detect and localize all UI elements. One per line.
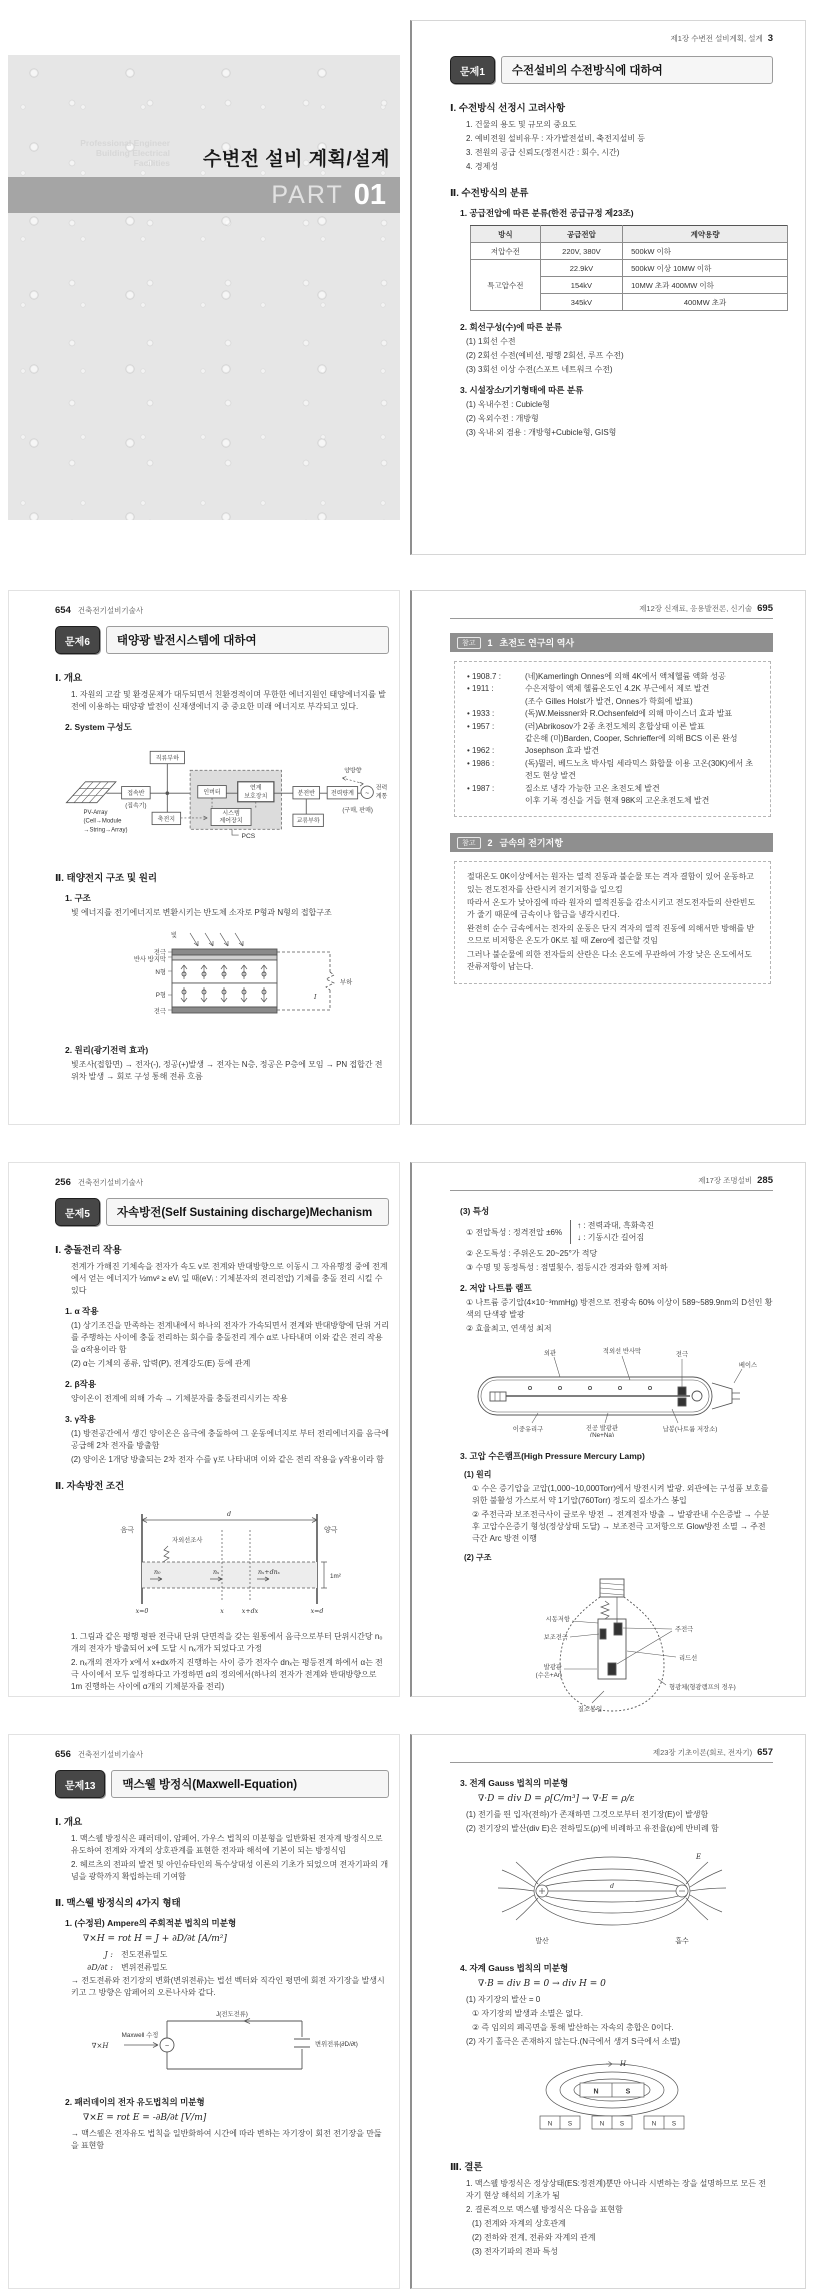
diagram-label: (Ne+Na): [590, 1432, 614, 1437]
list-item: ② 효율최고, 연색성 최저: [466, 1324, 552, 1333]
magnet-field-diagram: [462, 2056, 762, 2142]
table-cell: 220V, 380V: [540, 243, 622, 260]
equation-symbol-desc: 전도전류밀도: [121, 1950, 168, 1959]
diagram-label: H: [619, 2060, 626, 2068]
spec-brace: [570, 1220, 654, 1244]
list-item: (1) 자기장의 발산 = 0: [466, 1995, 541, 2004]
equation: ∇·B = div B = 0 → div H = 0: [478, 1979, 606, 1989]
subsection-heading: 3. γ작용: [65, 1414, 96, 1424]
history-continuation: (조수 Gilles Holst가 발견, Onnes가 학회에 발표): [525, 696, 693, 706]
diagram-label: 제어장치: [219, 818, 243, 825]
list-item: ① 수은 증기압을 고압(1,000~10,000Torr)에서 방전시켜 발광. 외관에는 구성품 보호를 위한 불활성 가스로서 약 1기압(760Torr) 정도의 질소가스 봉입: [472, 1484, 769, 1505]
diagram-label: S: [625, 2088, 630, 2096]
chapter-title: 제17장 조명설비: [698, 1176, 753, 1185]
paragraph: → 전도전류와 전기장의 변화(변위전류)는 법선 벡터와 직각인 평면에 회전 자기장을 발생시키고 그 방향은 암페어의 오른나사와 같다.: [71, 1976, 385, 1997]
paragraph: 전계가 가해진 기체속을 전자가 속도 v로 전계와 반대방향으로 이동시 그 자유행정 중에 전계에서 얻는 에너지가 ½mv² ≥ eVᵢ 일 때(eVᵢ : 기체분자의 전리전압) 기체를 충돌 전리 시킬 수 있다: [71, 1262, 388, 1295]
diagram-label: d: [609, 1883, 614, 1890]
history-item: [467, 671, 758, 683]
page-number: 657: [757, 1747, 773, 1758]
list-item: (1) 상기조건을 만족하는 전계내에서 하나의 전자가 가속되면서 전계와 반대방향에 단위 거리를 주행하는 사이에 충돌 전리하는 회수를 충돌전리 계수 α로 나타내며 이와 같은 전리 작용을 α작용이라 함: [71, 1321, 389, 1354]
diagram-label: 전극: [153, 949, 166, 956]
reference-tag: 참고: [457, 837, 481, 849]
problem-banner: [55, 1198, 389, 1226]
diagram-label: S: [567, 2120, 572, 2128]
page-header: [55, 1177, 389, 1188]
diagram-label: N형: [155, 969, 166, 976]
list-item: (1) 옥내수전 : Cubicle형: [466, 400, 550, 409]
spec-down: ↓ : 기동시간 길어짐: [577, 1233, 645, 1242]
diagram-label: 보조전극: [543, 1634, 568, 1641]
history-text: 질소로 냉각 가능한 고온 초전도체 발견: [525, 783, 660, 793]
list-item: (3) 옥내·외 겸용 : 개방형+Cubicle형, GIS형: [466, 428, 617, 437]
chapter-title: 제12장 신재료, 응용발전론, 신기술: [639, 604, 753, 613]
list-item: ① 자기장의 발생과 소멸은 없다.: [472, 2009, 584, 2018]
section-heading: Ⅱ. 태양전지 구조 및 원리: [55, 873, 158, 884]
reference-title: 금속의 전기저항: [499, 838, 563, 849]
page-657: [410, 1734, 806, 2289]
page-header: [450, 33, 773, 44]
diagram-label: 인버터: [203, 790, 221, 797]
diagram-label: E: [695, 1853, 701, 1861]
book-title: 건축전기설비기술사: [77, 1750, 144, 1759]
history-text: Josephson 효과 발견: [525, 746, 600, 756]
problem-banner: [450, 56, 773, 84]
cover-watermark: [8, 138, 170, 168]
subsection-heading: 1. 구조: [65, 893, 91, 903]
cover-photo: [8, 55, 400, 520]
pv-system-diagram: [55, 741, 390, 853]
history-year: • 1933 :: [467, 709, 495, 719]
paragraph: → 맥스웰은 전자유도 법칙을 일반화하여 시간에 따라 변하는 자기장이 회전 전기장을 만듦을 표현함: [71, 2129, 382, 2150]
part-word: PART: [271, 180, 344, 209]
table-cell: 500kW 이상 10MW 이하: [623, 260, 788, 277]
discharge-gap-diagram: [72, 1500, 372, 1618]
diagram-label: 접속반: [127, 791, 145, 798]
diagram-label: 전력량계: [330, 791, 354, 798]
diagram-label: (구매, 판매): [342, 808, 373, 815]
diagram-label: Maxwell 수정: [121, 2032, 159, 2039]
column-header: 방식: [471, 226, 541, 243]
paragraph: 따라서 온도가 낮아짐에 따라 원자의 열적진동을 감소시키고 전도전자들의 산란빈도가 줄기 때문에 금속이나 합금을 냉각시킨다.: [467, 898, 756, 920]
equation: ∇·D = div D = ρ[C/m³] → ∇·E = ρ/ε: [478, 1794, 635, 1804]
table-cell: 특고압수전: [471, 260, 541, 311]
history-continuation: 이후 기록 경신을 거듭 현재 98K의 고온초전도체 발견: [525, 795, 710, 805]
diagram-label: N: [599, 2120, 604, 2128]
diagram-label: PCS: [241, 832, 256, 840]
solar-cell-diagram: [72, 927, 372, 1031]
header-rule: [450, 1762, 773, 1763]
problem-title: 수전설비의 수전방식에 대하여: [501, 56, 773, 84]
diagram-label: 전력: [375, 785, 388, 792]
history-text: 수은저항이 액체 헬륨온도인 4.2K 부근에서 제로 발견: [525, 684, 710, 694]
ampere-law-diagram: [72, 2007, 372, 2083]
list-item: 2. 예비전원 설비유무 : 자가발전설비, 축전지설비 등: [466, 134, 646, 143]
history-item: [467, 683, 758, 695]
list-item: (3) 전자기파의 전파 특성: [472, 2247, 558, 2256]
page-285: [410, 1162, 806, 1713]
history-item: [467, 758, 758, 783]
history-year: • 1962 :: [467, 746, 495, 756]
chapter-title: 제23장 기초이론(회로, 전자기): [652, 1748, 753, 1757]
problem-title: 맥스웰 방정식(Maxwell-Equation): [111, 1770, 389, 1798]
column-header: 공급전압: [540, 226, 622, 243]
diagram-label: 시동저항: [545, 1616, 570, 1623]
page-656: [8, 1734, 400, 2289]
part-band: [8, 177, 400, 213]
diagram-label: 리드선: [678, 1655, 697, 1662]
reference-number: 1: [487, 637, 493, 648]
diagram-label: 이중유리구: [512, 1426, 544, 1433]
table-cell: 154kV: [540, 277, 622, 294]
header-rule: [450, 1190, 773, 1191]
page-header: [450, 603, 773, 614]
efield-diagram-wrap: [450, 1843, 773, 1954]
magnet-diagram-wrap: [450, 2056, 773, 2147]
page-654: [8, 590, 400, 1125]
list-item: 2. 결론적으로 맥스웰 방정식은 다음을 표현함: [466, 2205, 623, 2214]
section-heading: Ⅱ. 자속방전 조건: [55, 1481, 125, 1492]
page-number: 656: [55, 1749, 71, 1760]
diagram-label: N: [547, 2120, 552, 2128]
problem-title: 자속방전(Self Sustaining discharge)Mechanism: [106, 1198, 389, 1226]
table-header-row: [471, 226, 788, 243]
diagram-label: 1m²: [330, 1573, 341, 1580]
diagram-label: 진공 발광관: [585, 1425, 619, 1432]
list-item: ① 나트륨 증기압(4×10⁻³mmHg) 방전으로 전광속 60% 이상이 589~589.9nm의 D선인 황색의 단색광 발광: [466, 1298, 773, 1319]
diagram-label: 양방향: [344, 768, 362, 775]
reference-bar: [450, 633, 773, 652]
diagram-label: (수은+Ar): [535, 1672, 562, 1679]
subsection-heading: 3. 시설장소/기기형태에 따른 분류: [460, 385, 584, 395]
paragraph: 양이온이 전계에 의해 가속 → 기체분자를 충돌전리시키는 작용: [71, 1394, 288, 1403]
paragraph: 1. 자원의 고갈 및 환경문제가 대두되면서 친환경적이며 무한한 에너지원인 태양에너지를 발전에 이용하는 태양광 발전이 신재생에너지 중 중요한 미래 에너지로 부각되고 있다.: [71, 690, 386, 711]
diagram-label: 외관: [543, 1350, 557, 1357]
reference-tag: 참고: [457, 637, 481, 649]
subsection-heading: 4. 자계 Gauss 법칙의 미분형: [460, 1963, 569, 1973]
table-cell: 345kV: [540, 294, 622, 311]
diagram-label: 주전극: [674, 1626, 693, 1633]
reference-bar: [450, 833, 773, 852]
diagram-label: I: [314, 994, 317, 1001]
watermark-line: Facilities: [133, 158, 170, 168]
watermark-line: Building Electrical: [95, 148, 170, 158]
page-695: [410, 590, 806, 1125]
diagram-label: 전극: [153, 1008, 166, 1015]
history-item: [467, 783, 758, 795]
history-item: [467, 745, 758, 757]
diagram-label: 계통: [375, 793, 388, 800]
paragraph: 완전히 순수 금속에서는 전자의 운동은 단지 격자의 열적 진동에 의해서만 방해를 받으므로 비저항은 온도가 0K로 될 때 Zero에 접근할 것임: [467, 923, 755, 946]
history-text: (독)뮐러, 베드노츠 박사팀 세라믹스 화합물 이용 고온(30K)에서 초전도 현상 발견: [525, 758, 754, 781]
list-item: 1. 그림과 같은 평행 평판 전극내 단위 단면적을 갖는 원통에서 음극으로부터 단위시간당 n₀개의 전자가 방출되어 x에 도달 시 nₓ개가 되었다고 가정: [71, 1632, 383, 1653]
list-item: (2) 2회선 수전(예비선, 평행 2회선, 루프 수전): [466, 351, 624, 360]
list-item: (1) 전기를 띈 입자(전하)가 존재하면 그것으로부터 전기장(E)이 발생함: [466, 1810, 709, 1819]
diagram-label: 연계: [250, 785, 262, 792]
ampere-diagram-wrap: [55, 2007, 389, 2088]
table-cell: 저압수전: [471, 243, 541, 260]
history-year: • 1908.7 :: [467, 672, 501, 681]
diagram-label: 자외선조사: [172, 1537, 203, 1544]
subsection-heading: 2. 회선구성(수)에 따른 분류: [460, 322, 562, 332]
list-item: (2) 전하와 전계, 전류와 자계의 관계: [472, 2233, 596, 2242]
subsection-heading: 3. 고압 수은램프(High Pressure Mercury Lamp): [460, 1451, 645, 1461]
reference-box: [454, 861, 771, 984]
part-title: 수변전 설비 계획/설계: [202, 149, 390, 170]
subsection-heading: 2. 저압 나트륨 램프: [460, 1283, 532, 1293]
spec-text: ① 전압특성 : 정격전압 ±6%: [466, 1227, 563, 1237]
diagram-label: x=d: [310, 1608, 324, 1615]
equation: ∇×E = rot E = -∂B/∂t [V/m]: [83, 2113, 207, 2123]
part-number: 01: [353, 178, 386, 211]
list-item: 3. 전원의 공급 신뢰도(정전시간 : 회수, 시간): [466, 148, 620, 157]
diagram-label: 적외선 반사막: [602, 1348, 642, 1355]
sodium-lamp-diagram-wrap: [450, 1343, 773, 1442]
diagram-label: 교류부하: [296, 818, 320, 825]
diagram-label: x+dx: [241, 1608, 259, 1615]
column-header: 계약용량: [623, 226, 788, 243]
ac-source-symbol: ~: [365, 790, 370, 798]
subsection-heading: 1. (수정된) Ampere의 주회적분 법칙의 미분형: [65, 1918, 237, 1928]
diagram-label: 직류부하: [155, 755, 179, 762]
history-item: [467, 708, 758, 720]
diagram-label: PV-Array: [83, 810, 108, 817]
diagram-label: (Cell→Module: [83, 818, 122, 825]
book-title: 건축전기설비기술사: [77, 606, 144, 615]
problem-number-tab: 문제5: [55, 1198, 100, 1226]
diagram-label: P형: [155, 992, 166, 999]
subsection-heading: (1) 원리: [464, 1470, 492, 1479]
diagram-label: N: [592, 2088, 599, 2096]
list-item: 1. 맥스웰 방정식은 패러데이, 암페어, 가우스 법칙의 미분형을 일반화된 전자계 방정식으로 유도하여 전계와 자계의 상호관계를 표현한 전자파 해석에 기본이 되는 방정식임: [71, 1834, 383, 1855]
diagram-label: 발산: [534, 1938, 549, 1945]
diagram-label: S: [619, 2120, 624, 2128]
page-number: 3: [767, 33, 773, 44]
page-header: [55, 1749, 389, 1760]
history-text: (네)Kamerlingh Onnes에 의해 4K에서 액체헬륨 액화 성공: [525, 672, 726, 681]
problem-banner: [55, 626, 389, 654]
list-item: (3) 3회선 이상 수전(스포트 네트워크 수전): [466, 365, 613, 374]
list-item: ③ 수명 및 동정특성 : 점멸횟수, 점등시간 경과와 함께 저하: [466, 1263, 668, 1272]
diagram-label: x: [220, 1608, 224, 1615]
diagram-label: d: [226, 1511, 232, 1518]
page-cover: [8, 20, 400, 555]
page-header: [55, 605, 389, 616]
problem-number-tab: 문제1: [450, 56, 495, 84]
page-number: 695: [757, 603, 773, 614]
list-item: ② 즉 임의의 폐곡면을 통해 발산하는 자속의 총합은 0이다.: [472, 2023, 674, 2032]
history-year: • 1986 :: [467, 758, 495, 768]
problem-number-tab: 문제6: [55, 626, 100, 654]
section-heading: Ⅰ. 개요: [55, 1817, 83, 1828]
diagram-label: 양극: [324, 1527, 338, 1534]
subsection-heading: 2. 원리(광기전력 효과): [65, 1045, 149, 1055]
list-item: 1. 건물의 용도 및 규모의 중요도: [466, 120, 577, 129]
page-number: 654: [55, 605, 71, 616]
subsection-heading: 1. 공급전압에 따른 분류(한전 공급규정 제23조): [460, 208, 634, 218]
subsection-heading: 1. α 작용: [65, 1306, 99, 1316]
electric-field-diagram: [462, 1843, 762, 1949]
spec-row: [466, 1220, 773, 1244]
problem-number-tab: 문제13: [55, 1770, 105, 1798]
section-heading: Ⅱ. 맥스웰 방정식의 4가지 형태: [55, 1898, 181, 1909]
list-item: (1) 방전공간에서 생긴 양이온은 음극에 충돌하여 그 운동에너지로 부터 전리에너지를 음극에 공급해 2차 전자를 방출함: [71, 1429, 389, 1450]
history-text: (러)Abrikosov가 2종 초전도체의 혼합상태 이론 발표: [525, 721, 705, 731]
diagram-label: (집속기): [125, 803, 147, 810]
diagram-label: N: [651, 2120, 656, 2128]
equation-definition: [79, 1962, 389, 1973]
diagram-label: 축전지: [157, 816, 176, 823]
spec-up: ↑ : 전력과대, 흑화촉진: [577, 1221, 654, 1230]
subsection-heading: 2. 패러데이의 전자 유도법칙의 미분형: [65, 2097, 205, 2107]
section-heading: Ⅰ. 개요: [55, 673, 83, 684]
diagram-label: x=0: [135, 1608, 149, 1615]
list-item: 4. 경제성: [466, 162, 499, 171]
list-item: ② 온도특성 : 주위온도 20~25°가 적당: [466, 1249, 598, 1258]
ac-source-symbol: ~: [164, 2043, 170, 2050]
list-item: 2. 헤르츠의 전파의 발견 및 아인슈타인의 특수상대성 이론의 기초가 되었으며 전자기파의 개념을 광학까지 확립하는데 기여함: [71, 1860, 389, 1881]
diagram-label: n₀: [154, 1569, 161, 1576]
diagram-label: 반사 방지막: [133, 956, 166, 963]
list-item: (1) 1회선 수전: [466, 337, 516, 346]
section-heading: Ⅰ. 수전방식 선정시 고려사항: [450, 103, 566, 114]
subsection-heading: 2. System 구성도: [65, 722, 132, 732]
mercury-lamp-diagram-wrap: [450, 1571, 773, 1726]
discharge-diagram-wrap: [55, 1500, 389, 1623]
equation-symbol-desc: 변위전류밀도: [121, 1963, 168, 1972]
table-cell: 400MW 초과: [623, 294, 788, 311]
history-year: • 1987 :: [467, 783, 495, 793]
history-continuation: 같은해 (미)Barden, Cooper, Schrieffer에 의해 BCS 이론 완성: [525, 733, 738, 743]
table-row: [471, 243, 788, 260]
paragraph: 그러나 불순물에 의한 전자들의 산란은 다소 온도에 무관하여 가장 낮은 온도에서도 잔류저항이 남는다.: [467, 949, 752, 972]
reference-title: 초전도 연구의 역사: [499, 638, 575, 648]
page-3: [410, 20, 806, 555]
sodium-lamp-diagram: [450, 1343, 780, 1437]
table-cell: 500kW 이하: [623, 243, 788, 260]
diagram-label: 흡수: [674, 1938, 689, 1945]
mercury-lamp-diagram: [462, 1571, 762, 1721]
subsection-heading: 2. β작용: [65, 1379, 97, 1389]
reference-box: [454, 661, 771, 817]
diagram-label: 형광체(형광램프의 경우): [668, 1684, 736, 1691]
history-item: [467, 721, 758, 733]
diagram-label: 발광관: [543, 1664, 562, 1671]
subsection-heading: (2) 구조: [464, 1553, 492, 1562]
reference-number: 2: [487, 837, 493, 848]
list-item: (2) 양이온 1개당 방출되는 2차 전자 수를 γ로 나타내며 이와 같은 전리 작용을 γ작용이라 함: [71, 1455, 384, 1464]
equation-definition: [79, 1949, 389, 1960]
list-item: ② 주전극과 보조전극사이 글로우 방전 → 전계전자 방출 → 발광관내 수은증발 → 수분 후 고압수은증기 형성(정상상태 도달) → 보조전극 고저항으로 Glow방전 소멸 → 주전극간 Arc 방전 이행: [472, 1510, 770, 1543]
list-item: (2) 자기 홀극은 존재하지 않는다.(N극에서 생겨 S극에서 소멸): [466, 2037, 681, 2046]
list-item: 2. nₓ개의 전자가 x에서 x+dx까지 진행하는 사이 증가 전자수 dnₓ는 평등전계 하에서 α는 전극 사이에서 모두 일정하다고 가정하면 α의 정의에서(하나의 전자가 전계와 반대방향으로 1m 진행하는 사이에 α개의 기체분자를 전리): [71, 1658, 383, 1691]
page-256: [8, 1162, 400, 1697]
diagram-label: 보호장치: [244, 793, 268, 800]
diagram-label: nₓ: [213, 1569, 220, 1576]
page-header: [450, 1175, 773, 1186]
history-year: • 1911 :: [467, 684, 494, 694]
diagram-label: 시스템: [222, 811, 240, 818]
section-heading: Ⅰ. 충돌전리 작용: [55, 1245, 122, 1256]
equation: ∇×H = rot H = J + ∂D/∂t [A/m²]: [83, 1934, 227, 1944]
diagram-label: 부하: [340, 979, 353, 986]
table-row: [471, 260, 788, 277]
solar-cell-diagram-wrap: [55, 927, 389, 1036]
page-number: 285: [757, 1175, 773, 1186]
paragraph: 절대온도 0K이상에서는 원자는 열적 진동과 불순물 또는 격자 결함이 있어 운동하고 있는 전도전자를 산란시켜 전기저항을 일으킴: [467, 872, 755, 894]
table-cell: 22.9kV: [540, 260, 622, 277]
table-cell: 10MW 초과 400MW 이하: [623, 277, 788, 294]
list-item: (2) 옥외수전 : 개방형: [466, 414, 539, 423]
history-year: • 1957 :: [467, 721, 495, 731]
diagram-label: 베이스: [738, 1362, 758, 1369]
pv-system-diagram-wrap: [55, 741, 389, 858]
diagram-label: 질소봉입: [577, 1706, 602, 1713]
diagram-label: J(전도전류): [216, 2011, 248, 2018]
diagram-label: ∇×H: [91, 2042, 109, 2050]
subsection-heading: 3. 전계 Gauss 법칙의 미분형: [460, 1778, 569, 1788]
supply-voltage-table: [470, 225, 788, 311]
paragraph: 빛조사(접합면) → 전자(-), 정공(+)발생 → 전자는 N층, 정공은 P층에 모임 → PN 접합간 전위차 발생 → 회로 구성 통해 전류 흐름: [71, 1060, 383, 1081]
problem-banner: [55, 1770, 389, 1798]
equation-symbol: J :: [104, 1950, 113, 1959]
diagram-label: 빛: [170, 932, 177, 939]
page-number: 256: [55, 1177, 71, 1188]
subsection-heading: (3) 특성: [460, 1206, 490, 1216]
section-heading: Ⅲ. 결론: [450, 2162, 483, 2173]
diagram-label: 음극: [120, 1527, 134, 1534]
book-title: 건축전기설비기술사: [77, 1178, 144, 1187]
diagram-label: 납봉(나트륨 저장소): [662, 1426, 718, 1433]
diagram-label: 분전반: [297, 791, 315, 798]
paragraph: 빛 에너지를 전기에너지로 변환시키는 반도체 소자로 P형과 N형의 접합구조: [71, 908, 332, 917]
diagram-label: S: [671, 2120, 676, 2128]
list-item: (2) α는 기체의 종류, 압력(P), 전계강도(E) 등에 관계: [71, 1359, 251, 1368]
list-item: 1. 맥스웰 방정식은 정상상태(ES:정전계)뿐만 아니라 시변하는 장을 설명하므로 모든 전자기 현상 해석의 기초가 됨: [466, 2179, 766, 2200]
header-rule: [450, 618, 773, 619]
page-header: [450, 1747, 773, 1758]
problem-title: 태양광 발전시스템에 대하여: [106, 626, 389, 654]
diagram-label: nₓ+dnₓ: [258, 1569, 280, 1576]
section-heading: Ⅱ. 수전방식의 분류: [450, 188, 529, 199]
diagram-label: 전극: [675, 1351, 689, 1358]
diagram-label: →String→Array): [83, 827, 128, 834]
diagram-label: 변위전류(∂D/∂t): [315, 2041, 358, 2048]
history-text: (독)W.Meissner와 R.Ochsenfeld에 의해 마이스너 효과 발표: [525, 709, 733, 719]
equation-symbol: ∂D/∂t :: [87, 1963, 113, 1972]
chapter-title: 제1장 수변전 설비계획, 설계: [670, 34, 763, 43]
list-item: (1) 전계와 자계의 상호관계: [472, 2219, 566, 2228]
watermark-line: Professional Engineer: [80, 138, 170, 148]
list-item: (2) 전기장의 발산(div E)은 전하밀도(ρ)에 비례하고 유전율(ε)에 반비례 함: [466, 1824, 719, 1833]
